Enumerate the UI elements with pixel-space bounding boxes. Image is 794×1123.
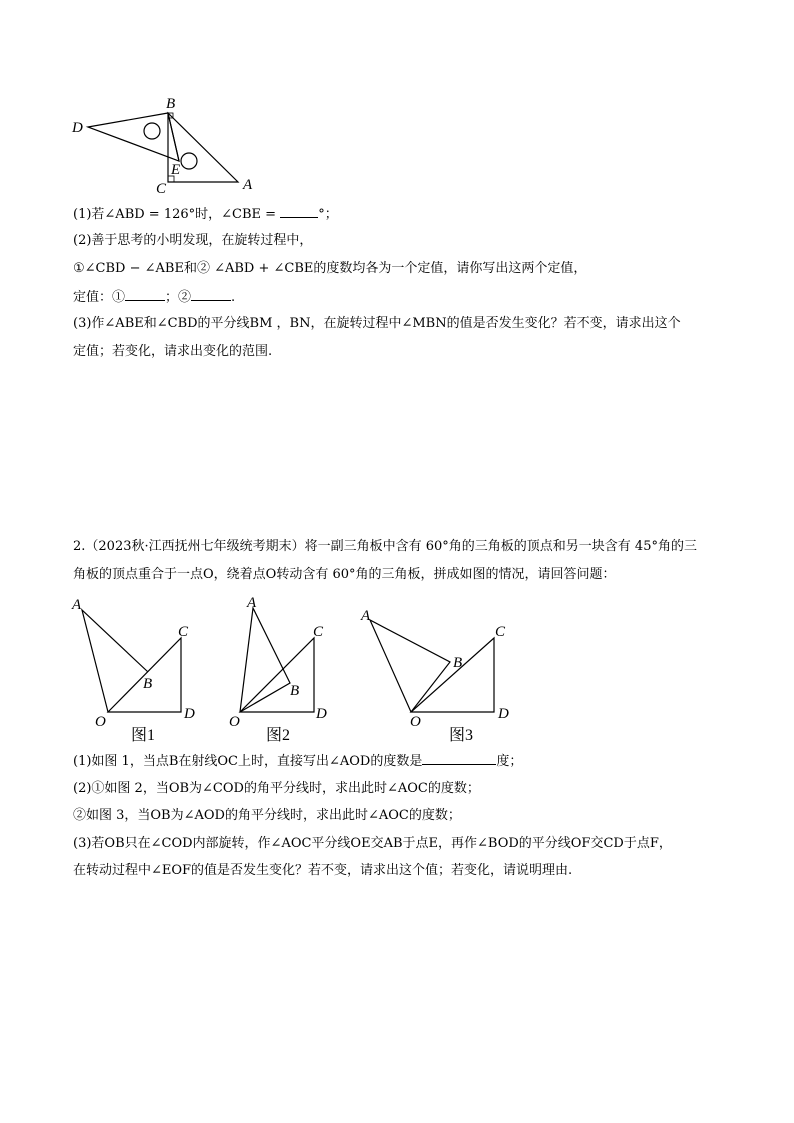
q2-stem-line1: 2.（2023秋·江西抚州七年级统考期末）将一副三角板中含有 60°角的三角板的顶点和另一块含有 45°角的三 (73, 539, 697, 554)
q2-answer-blank[interactable] (422, 752, 496, 765)
q2-stem-line2: 角板的顶点重合于一点O，绕着点O转动含有 60°角的三角板，拼成如图的情况，请回答问题： (73, 567, 616, 582)
q2-part1-end: 度； (496, 754, 523, 769)
q2-part2-1: (2)①如图 2，当OB为∠COD的角平分线时，求出此时∠AOC的度数； (73, 781, 480, 796)
fig2-label-o: O (229, 714, 240, 730)
fig3-caption: 图3 (449, 727, 474, 744)
q1-part3: (3)作∠ABE和∠CBD的平分线BM ，BN，在旋转过程中∠MBN的值是否发生变化？若不变，请求出这个 (73, 316, 681, 331)
q1-ans-label: 定值：① (73, 290, 126, 305)
q1-part3-line2: 定值；若变化，请求出变化的范围. (73, 344, 273, 359)
fig3-label-b: B (453, 655, 463, 671)
fig1-label-b: B (143, 676, 153, 692)
q1-part1-end: °； (318, 207, 338, 222)
fig3-square-triangle (411, 638, 494, 712)
hole-circle-1 (144, 123, 160, 139)
label-a: A (243, 177, 253, 193)
fig2-label-b: B (290, 683, 300, 699)
fig2-label-a: A (247, 595, 257, 611)
fig2-caption: 图2 (266, 727, 291, 744)
fig2-square-triangle (240, 638, 314, 712)
fig1-sixty-triangle (82, 610, 148, 712)
fig3-label-c: C (495, 624, 506, 640)
q1-part1 (73, 205, 338, 224)
q2-part1 (73, 752, 522, 771)
q2-part1-text: (1)如图 1，当点B在射线OC上时，直接写出∠AOD的度数是 (73, 754, 423, 769)
triangle-rotation-figure (60, 90, 260, 200)
figures-1-2-3 (60, 590, 530, 750)
q1-part2-line2: ①∠CBD − ∠ABE和② ∠ABD + ∠CBE的度数均各为一个定值，请你写出这两个定值， (73, 261, 587, 276)
fig3-label-d: D (498, 706, 509, 722)
q1-part2-answers (73, 288, 235, 307)
fig3-sixty-triangle (370, 620, 450, 712)
fig1-label-c: C (178, 624, 189, 640)
fig1-square-triangle (108, 638, 181, 712)
q1-part1-text: (1)若∠ABD = 126°时，∠CBE = (73, 207, 281, 222)
fig2-label-d: D (316, 706, 327, 722)
fig3-label-a: A (361, 608, 371, 624)
answer-blank-2[interactable] (191, 288, 231, 301)
q1-ans-sep: ；② (165, 290, 192, 305)
q2-part3: (3)若OB只在∠COD内部旋转，作∠AOC平分线OE交AB于点E，再作∠BOD的平分线OF交CD于点F， (73, 836, 672, 851)
q2-part2-2: ②如图 3，当OB为∠AOD的角平分线时，求出此时∠AOC的度数； (73, 808, 461, 823)
fig2-label-c: C (313, 624, 324, 640)
answer-blank-1[interactable] (125, 288, 165, 301)
fig1-label-d: D (184, 706, 195, 722)
label-c: C (156, 181, 167, 197)
fig1-caption: 图1 (131, 727, 156, 744)
fig3-label-o: O (410, 714, 421, 730)
label-b: B (166, 96, 176, 112)
label-e: E (171, 162, 181, 178)
hole-circle-2 (181, 153, 197, 169)
fig2-sixty-triangle (240, 608, 290, 712)
fig1-label-o: O (95, 714, 106, 730)
triangle-dbe (88, 113, 179, 161)
answer-blank[interactable] (280, 205, 318, 218)
q1-ans-end: . (231, 290, 236, 305)
q1-part2: (2)善于思考的小明发现，在旋转过程中， (73, 233, 313, 248)
q2-part3-line2: 在转动过程中∠EOF的值是否发生变化？若不变，请求出这个值；若变化，请说明理由. (73, 863, 573, 878)
fig1-label-a: A (72, 597, 82, 613)
label-d: D (72, 120, 83, 136)
